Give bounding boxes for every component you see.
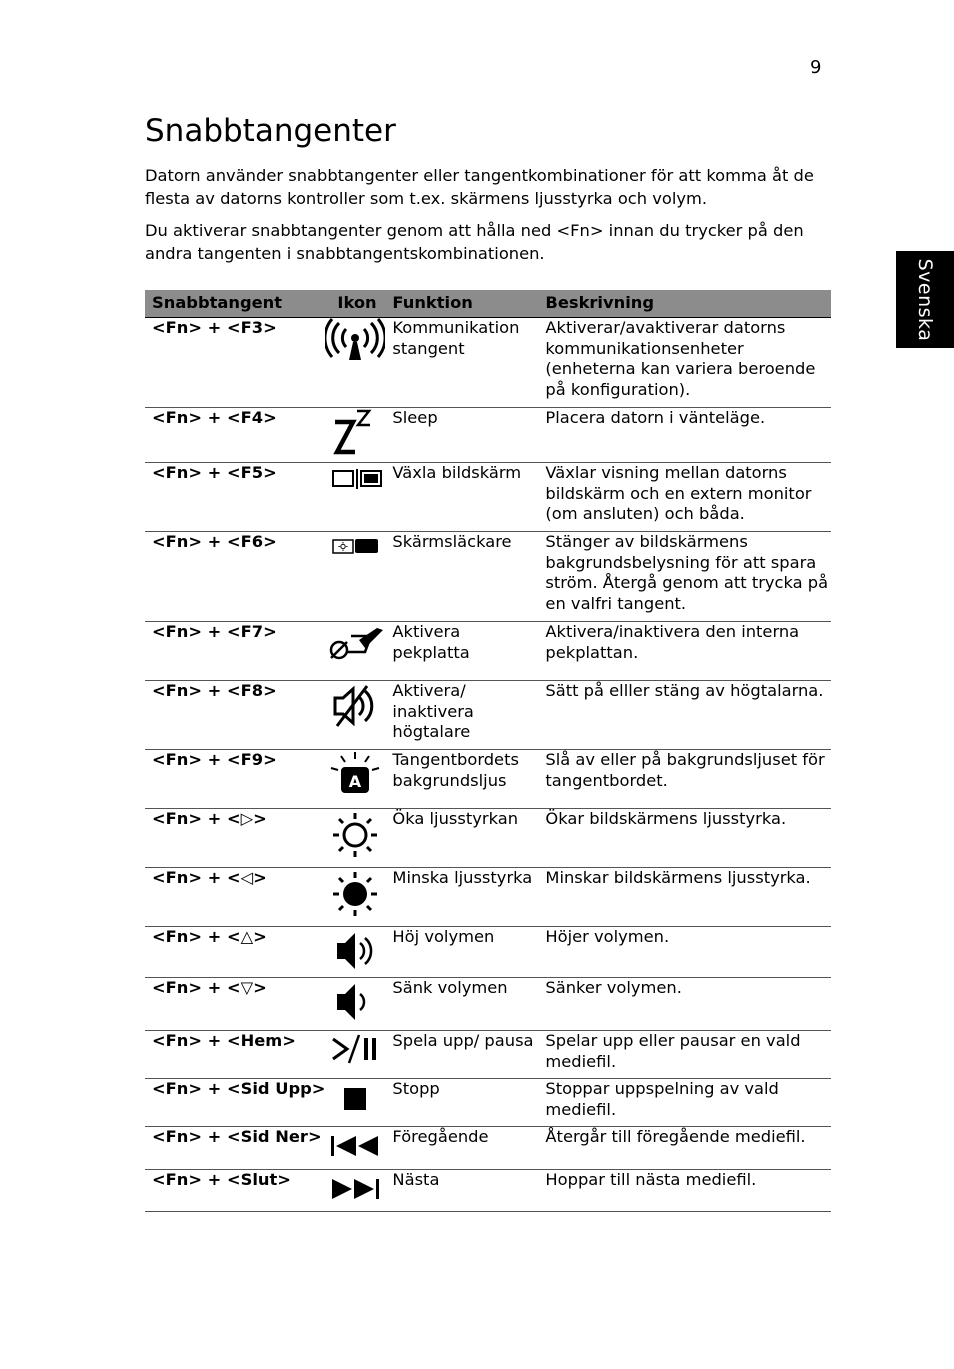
hotkey: <Fn> + <Sid Ner> bbox=[145, 1127, 325, 1170]
header-hotkey: Snabbtangent bbox=[145, 290, 325, 318]
function-description: Stoppar uppspelning av vald mediefil. bbox=[538, 1079, 831, 1127]
hotkey: <Fn> + <F3> bbox=[145, 318, 325, 408]
function-name: Höj volymen bbox=[385, 927, 538, 978]
table-row bbox=[145, 927, 831, 978]
wireless-icon bbox=[325, 318, 385, 408]
table-header-row bbox=[145, 290, 831, 318]
keyboard-backlight-icon bbox=[325, 750, 385, 809]
volume-up-icon bbox=[325, 927, 385, 978]
speaker-mute-icon bbox=[325, 681, 385, 750]
language-tab-label: Svenska bbox=[914, 258, 936, 341]
play-pause-icon bbox=[325, 1031, 385, 1079]
hotkey: <Fn> + <F8> bbox=[145, 681, 325, 750]
function-name: Kommunikation stangent bbox=[385, 318, 538, 408]
intro-paragraph: Datorn använder snabbtangenter eller tangentkombinationer för att komma åt de flesta av datorns kontroller som t.ex. skärmens ljusstyrka och volym. bbox=[145, 166, 814, 208]
function-name: Växla bildskärm bbox=[385, 463, 538, 532]
hotkey-table bbox=[145, 290, 831, 1212]
table-row bbox=[145, 318, 831, 408]
function-name: Skärmsläckare bbox=[385, 532, 538, 622]
language-tab bbox=[896, 251, 954, 348]
function-name: Aktivera/ inaktivera högtalare bbox=[385, 681, 538, 750]
function-description: Minskar bildskärmens ljusstyrka. bbox=[538, 868, 831, 927]
screen-blank-icon bbox=[325, 532, 385, 622]
brightness-up-icon bbox=[325, 809, 385, 868]
table-row bbox=[145, 532, 831, 622]
table-row bbox=[145, 750, 831, 809]
function-description: Aktivera/inaktivera den interna pekplattan. bbox=[538, 622, 831, 681]
function-name: Tangentbordets bakgrundsljus bbox=[385, 750, 538, 809]
hotkey: <Fn> + <Slut> bbox=[145, 1170, 325, 1212]
function-description: Återgår till föregående mediefil. bbox=[538, 1127, 831, 1170]
brightness-down-icon bbox=[325, 868, 385, 927]
stop-icon bbox=[325, 1079, 385, 1127]
function-name: Sleep bbox=[385, 408, 538, 463]
function-name: Sänk volymen bbox=[385, 978, 538, 1031]
touchpad-toggle-icon bbox=[325, 622, 385, 681]
table-row bbox=[145, 408, 831, 463]
display-toggle-icon bbox=[325, 463, 385, 532]
table-row bbox=[145, 868, 831, 927]
function-description: Sänker volymen. bbox=[538, 978, 831, 1031]
header-description: Beskrivning bbox=[538, 290, 831, 318]
page-number: 9 bbox=[810, 57, 822, 78]
hotkey: <Fn> + <F7> bbox=[145, 622, 325, 681]
previous-icon bbox=[325, 1127, 385, 1170]
table-row bbox=[145, 1031, 831, 1079]
function-name: Stopp bbox=[385, 1079, 538, 1127]
table-row bbox=[145, 681, 831, 750]
function-description: Växlar visning mellan datorns bildskärm och en extern monitor (om ansluten) och båda. bbox=[538, 463, 831, 532]
instruction-paragraph: Du aktiverar snabbtangenter genom att hålla ned <Fn> innan du trycker på den andra tangenten i snabbtangentskombinationen. bbox=[145, 221, 804, 263]
function-name: Öka ljusstyrkan bbox=[385, 809, 538, 868]
hotkey: <Fn> + <Hem> bbox=[145, 1031, 325, 1079]
svg-text:A: A bbox=[349, 772, 362, 791]
hotkey: <Fn> + <F6> bbox=[145, 532, 325, 622]
hotkey: <Fn> + <F4> bbox=[145, 408, 325, 463]
next-icon bbox=[325, 1170, 385, 1212]
volume-down-icon bbox=[325, 978, 385, 1031]
header-function: Funktion bbox=[385, 290, 538, 318]
function-description: Placera datorn i vänteläge. bbox=[538, 408, 831, 463]
hotkey: <Fn> + <F9> bbox=[145, 750, 325, 809]
table-row bbox=[145, 1079, 831, 1127]
hotkey: <Fn> + <F5> bbox=[145, 463, 325, 532]
table-row bbox=[145, 1170, 831, 1212]
function-name: Aktivera pekplatta bbox=[385, 622, 538, 681]
sleep-icon bbox=[325, 408, 385, 463]
function-description: Sätt på elller stäng av högtalarna. bbox=[538, 681, 831, 750]
hotkey: <Fn> + <◁> bbox=[145, 868, 325, 927]
function-name: Föregående bbox=[385, 1127, 538, 1170]
function-description: Höjer volymen. bbox=[538, 927, 831, 978]
hotkey: <Fn> + <Sid Upp> bbox=[145, 1079, 325, 1127]
header-icon: Ikon bbox=[325, 290, 385, 318]
function-name: Spela upp/ pausa bbox=[385, 1031, 538, 1079]
function-description: Aktiverar/avaktiverar datorns kommunikationsenheter (enheterna kan variera beroende på konfiguration). bbox=[538, 318, 831, 408]
table-row bbox=[145, 809, 831, 868]
table-row bbox=[145, 622, 831, 681]
table-row bbox=[145, 1127, 831, 1170]
table-row bbox=[145, 463, 831, 532]
function-description: Slå av eller på bakgrundsljuset för tangentbordet. bbox=[538, 750, 831, 809]
hotkey: <Fn> + <△> bbox=[145, 927, 325, 978]
function-description: Stänger av bildskärmens bakgrundsbelysning för att spara ström. Återgå genom att trycka på en valfri tangent. bbox=[538, 532, 831, 622]
function-description: Spelar upp eller pausar en vald mediefil. bbox=[538, 1031, 831, 1079]
page-title: Snabbtangenter bbox=[145, 113, 396, 149]
table-row bbox=[145, 978, 831, 1031]
hotkey: <Fn> + <▽> bbox=[145, 978, 325, 1031]
function-description: Hoppar till nästa mediefil. bbox=[538, 1170, 831, 1212]
function-name: Minska ljusstyrka bbox=[385, 868, 538, 927]
function-name: Nästa bbox=[385, 1170, 538, 1212]
hotkey: <Fn> + <▷> bbox=[145, 809, 325, 868]
function-description: Ökar bildskärmens ljusstyrka. bbox=[538, 809, 831, 868]
